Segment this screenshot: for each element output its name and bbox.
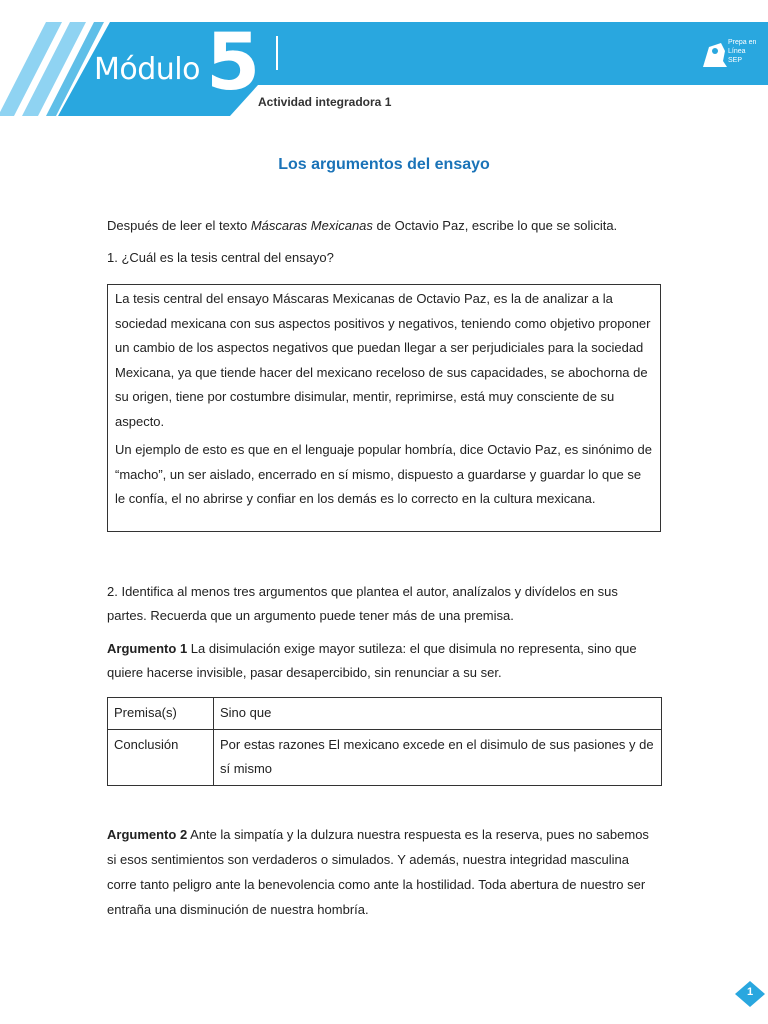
activity-subtitle: Actividad integradora 1 bbox=[258, 95, 392, 109]
header-divider bbox=[276, 36, 278, 70]
conclusion-label: Conclusión bbox=[108, 729, 214, 785]
argument-1-paragraph: Argumento 1 La disimulación exige mayor sutileza: el que disimula no representa, sino que quiere hacerse invisible, pasar desapercibido, sin renunciar a su ser. bbox=[107, 641, 637, 680]
argument-1-label: Argumento 1 bbox=[107, 641, 188, 656]
table-row bbox=[108, 729, 662, 785]
book-title: Máscaras Mexicanas bbox=[250, 218, 373, 233]
module-number: 5 bbox=[206, 18, 261, 108]
argument-1-table bbox=[107, 697, 662, 786]
document-title: Los argumentos del ensayo bbox=[278, 156, 490, 173]
argument-2-paragraph: Argumento 2 Ante la simpatía y la dulzura nuestra respuesta es la reserva, pues no sabemos si esos sentimientos son verdaderos o simulados. Y además, nuestra integridad masculina corre tanto peligro ante la benevolencia como ante la hostilidad. Toda abertura de nuestro ser entraña una disminución de nuestra hombría. bbox=[107, 827, 649, 917]
question-2: 2. Identifica al menos tres argumentos que plantea el autor, analízalos y divídelos en sus partes. Recuerda que un argumento puede tener más de una premisa. bbox=[107, 584, 618, 623]
logo-text: Prepa en Línea SEP bbox=[728, 39, 757, 64]
answer-paragraph-2: Un ejemplo de esto es que en el lenguaje popular hombría, dice Octavio Paz, es sinónimo de “macho”, un ser aislado, encerrado en sí mismo, dispuesto a guardarse y guardar lo que se le confía, el no abrirse y confiar en los demás es lo correcto en la cultura mexicana. bbox=[115, 442, 652, 506]
module-label: Módulo bbox=[94, 52, 200, 87]
page-number: 1 bbox=[746, 986, 754, 998]
intro-paragraph: Después de leer el texto Máscaras Mexicanas de Octavio Paz, escribe lo que se solicita. bbox=[107, 218, 618, 233]
answer-paragraph-1: La tesis central del ensayo Máscaras Mexicanas de Octavio Paz, es la de analizar a la sociedad mexicana con sus aspectos positivos y negativos, teniendo como objetivo proponer un cambio de los aspectos negativos que puedan llegar a ser perjudiciales para la sociedad Mexicana, ya que tiende hacer del mexicano receloso de sus capacidades, se abochorna de su origen, tiene por costumbre disimular, mentir, reprimirse, está muy consciente de su aspecto. bbox=[115, 291, 651, 429]
premise-value: Sino que bbox=[214, 698, 662, 730]
table-row bbox=[108, 698, 662, 730]
answer-box bbox=[107, 284, 661, 532]
argument-2-label: Argumento 2 bbox=[107, 827, 188, 842]
question-1: 1. ¿Cuál es la tesis central del ensayo? bbox=[107, 250, 334, 265]
premise-label: Premisa(s) bbox=[108, 698, 214, 730]
conclusion-value: Por estas razones El mexicano excede en el disimulo de sus pasiones y de sí mismo bbox=[214, 729, 662, 785]
